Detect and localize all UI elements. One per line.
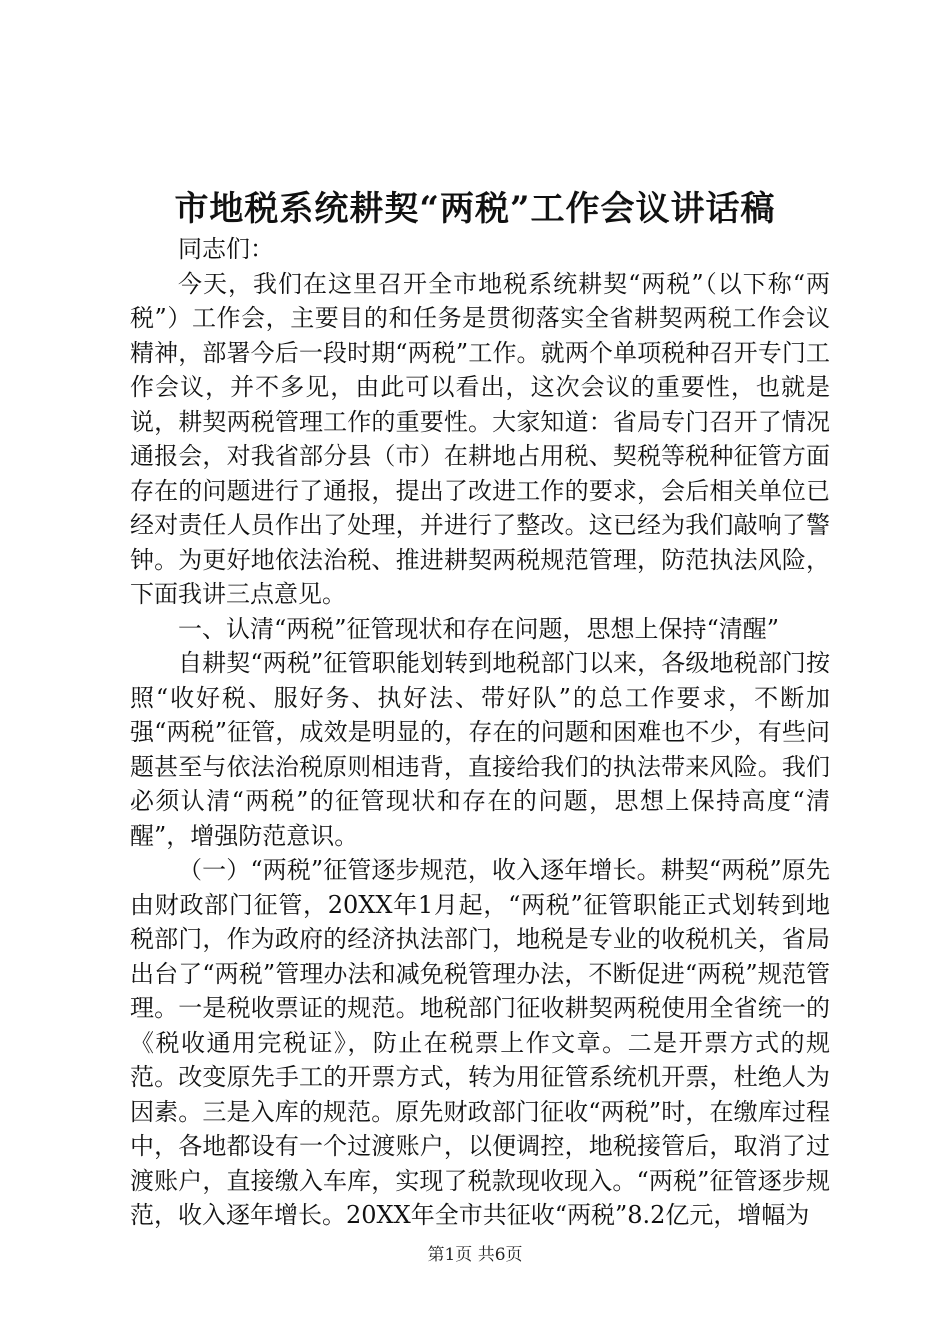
paragraph-section-1: 自耕契“两税”征管职能划转到地税部门以来，各级地税部门按照“收好税、服好务、执好法、带好队”的总工作要求，不断加强“两税”征管，成效是明显的，存在的问题和困难也不少，有些问题甚至与依法治税原则相违背，直接给我们的执法带来风险。我们必须认清“两税”的征管现状和存在的问题，思想上保持高度“清醒”，增强防范意识。 (130, 649, 830, 850)
section-heading-1: 一、认清“两税”征管现状和存在问题，思想上保持“清醒” (178, 614, 780, 643)
paragraph-subsection-1: （一）“两税”征管逐步规范，收入逐年增长。耕契“两税”原先由财政部门征管，20XX年1月起，“两税”征管职能正式划转到地税部门，作为政府的经济执法部门，地税是专业的收税机关，省局出台了“两税”管理办法和减免税管理办法，不断促进“两税”规范管理。一是税收票证的规范。地税部门征收耕契两税使用全省统一的《税收通用完税证》，防止在税票上作文章。二是开票方式的规范。改变原先手工的开票方式，转为用征管系统机开票，杜绝人为因素。三是入库的规范。原先财政部门征收“两税”时，在缴库过程中，各地都设有一个过渡账户，以便调控，地税接管后，取消了过渡账户，直接缴入车库，实现了税款现收现入。“两税”征管逐步规范，收入逐年增长。20XX年全市共征收“两税”8.2亿元，增幅为 (130, 856, 830, 1229)
document-title: 市地税系统耕契“两税”工作会议讲话稿 (174, 189, 776, 229)
page-number-footer: 第1页 共6页 (427, 1245, 523, 1265)
salutation: 同志们： (178, 235, 274, 263)
paragraph-intro: 今天，我们在这里召开全市地税系统耕契“两税”（以下称“两税”）工作会，主要目的和任务是贯彻落实全省耕契两税工作会议精神，部署今后一段时期“两税”工作。就两个单项税种召开专门工作会议，并不多见，由此可以看出，这次会议的重要性，也就是说，耕契两税管理工作的重要性。大家知道：省局专门召开了情况通报会，对我省部分县（市）在耕地占用税、契税等税种征管方面存在的问题进行了通报，提出了改进工作的要求，会后相关单位已经对责任人员作出了处理，并进行了整改。这已经为我们敲响了警钟。为更好地依法治税、推进耕契两税规范管理，防范执法风险，下面我讲三点意见。 (130, 269, 830, 608)
document-body (130, 232, 830, 1233)
